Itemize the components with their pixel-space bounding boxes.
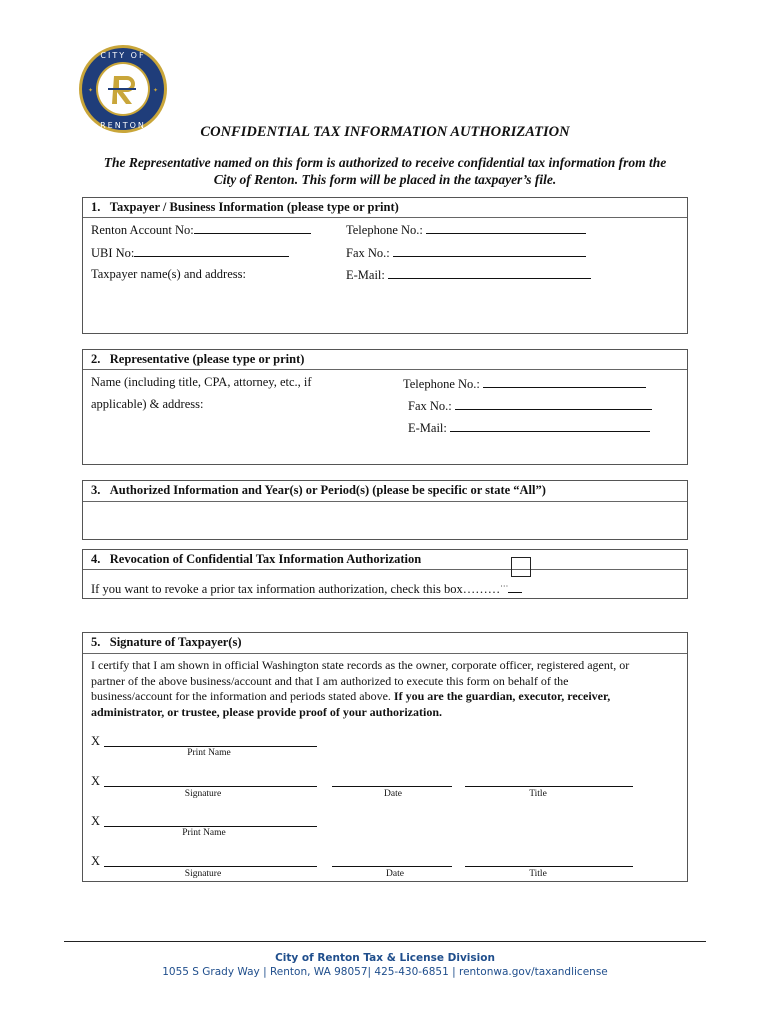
taxpayer-fax-field[interactable]: [346, 245, 586, 261]
section3-heading: 3. Authorized Information and Year(s) or Period(s) (please be specific or state “All”): [91, 483, 546, 497]
taxpayer-email-field[interactable]: [346, 267, 591, 283]
svg-text:✦: ✦: [153, 88, 159, 94]
section4-heading: 4. Revocation of Confidential Tax Information Authorization: [91, 552, 422, 566]
svg-text:✦: ✦: [88, 88, 94, 94]
date-line-1[interactable]: [332, 786, 452, 787]
print-name-line-1[interactable]: [104, 746, 317, 747]
email-label: E-Mail:: [346, 268, 385, 282]
rep-telephone-field[interactable]: [403, 376, 646, 392]
taxpayer-name-label: Taxpayer name(s) and address:: [91, 267, 246, 281]
cert-line-3: business/account for the information and periods stated above. If you are the guardian, executor, receiver,: [91, 689, 611, 703]
title-caption-1: Title: [529, 789, 547, 799]
renton-account-field[interactable]: [91, 222, 311, 238]
subtitle-line-1: The Representative named on this form is authorized to receive confidential tax information from the: [103, 155, 667, 170]
signature-line-1[interactable]: [104, 786, 317, 787]
print-name-line-2[interactable]: [104, 826, 317, 827]
city-of-renton-seal: [78, 44, 168, 134]
fax-label: Fax No.:: [346, 246, 390, 260]
rep-name-label-2: applicable) & address:: [91, 397, 204, 411]
section2-heading: 2. Representative (please type or print): [91, 352, 305, 366]
date-caption-2: Date: [386, 869, 404, 879]
ubi-label: UBI No:: [91, 246, 135, 260]
cert-line-1: I certify that I am shown in official Washington state records as the owner, corporate officer, registered agent, or: [91, 658, 630, 672]
x-mark: X: [91, 814, 101, 828]
title-caption-2: Title: [529, 869, 547, 879]
date-line-2[interactable]: [332, 866, 452, 867]
date-caption-1: Date: [384, 789, 402, 799]
title-line-2[interactable]: [465, 866, 633, 867]
print-name-caption-1: Print Name: [187, 748, 231, 758]
footer-division: City of Renton Tax & License Division: [275, 952, 495, 964]
footer-divider: [64, 941, 706, 942]
x-mark: X: [91, 734, 101, 748]
cert-line-4: administrator, or trustee, please provide proof of your authorization.: [91, 704, 442, 719]
cert-line-2: partner of the above business/account and that I am authorized to execute this form on behalf of the: [91, 673, 569, 688]
seal-text-bottom: RENTON: [100, 121, 146, 130]
signature-caption-2: Signature: [184, 869, 222, 879]
renton-account-label: Renton Account No:: [91, 223, 194, 237]
rep-name-label-1: Name (including title, CPA, attorney, etc., if: [91, 375, 312, 389]
certification-paragraph: [91, 658, 683, 720]
seal-text-top: CITY OF: [100, 51, 146, 60]
revoke-text: If you want to revoke a prior tax information authorization, check this box………···: [91, 582, 522, 597]
revoke-checkbox[interactable]: [511, 557, 531, 577]
rep-email-field[interactable]: [408, 420, 650, 436]
rep-fax-field[interactable]: [408, 398, 652, 414]
section1-heading: 1. Taxpayer / Business Information (please type or print): [91, 200, 399, 214]
form-subtitle: [100, 154, 670, 188]
rep-telephone-label: Telephone No.:: [403, 377, 480, 391]
taxpayer-telephone-field[interactable]: [346, 222, 586, 238]
x-mark: X: [91, 854, 101, 868]
form-title: CONFIDENTIAL TAX INFORMATION AUTHORIZATION: [200, 124, 570, 140]
section5-heading: 5. Signature of Taxpayer(s): [91, 635, 242, 649]
print-name-caption-2: Print Name: [182, 828, 226, 838]
revoke-label: If you want to revoke a prior tax information authorization, check this box………: [91, 582, 501, 596]
title-line-1[interactable]: [465, 786, 633, 787]
telephone-label: Telephone No.:: [346, 223, 423, 237]
signature-line-2[interactable]: [104, 866, 317, 867]
rep-fax-label: Fax No.:: [408, 399, 452, 413]
x-mark: X: [91, 774, 101, 788]
rep-email-label: E-Mail:: [408, 421, 447, 435]
footer-address: 1055 S Grady Way | Renton, WA 98057| 425-430-6851 | rentonwa.gov/taxandlicense: [162, 966, 608, 978]
ubi-field[interactable]: [91, 245, 289, 261]
signature-caption-1: Signature: [184, 789, 222, 799]
subtitle-line-2: City of Renton. This form will be placed in the taxpayer’s file.: [213, 172, 557, 187]
